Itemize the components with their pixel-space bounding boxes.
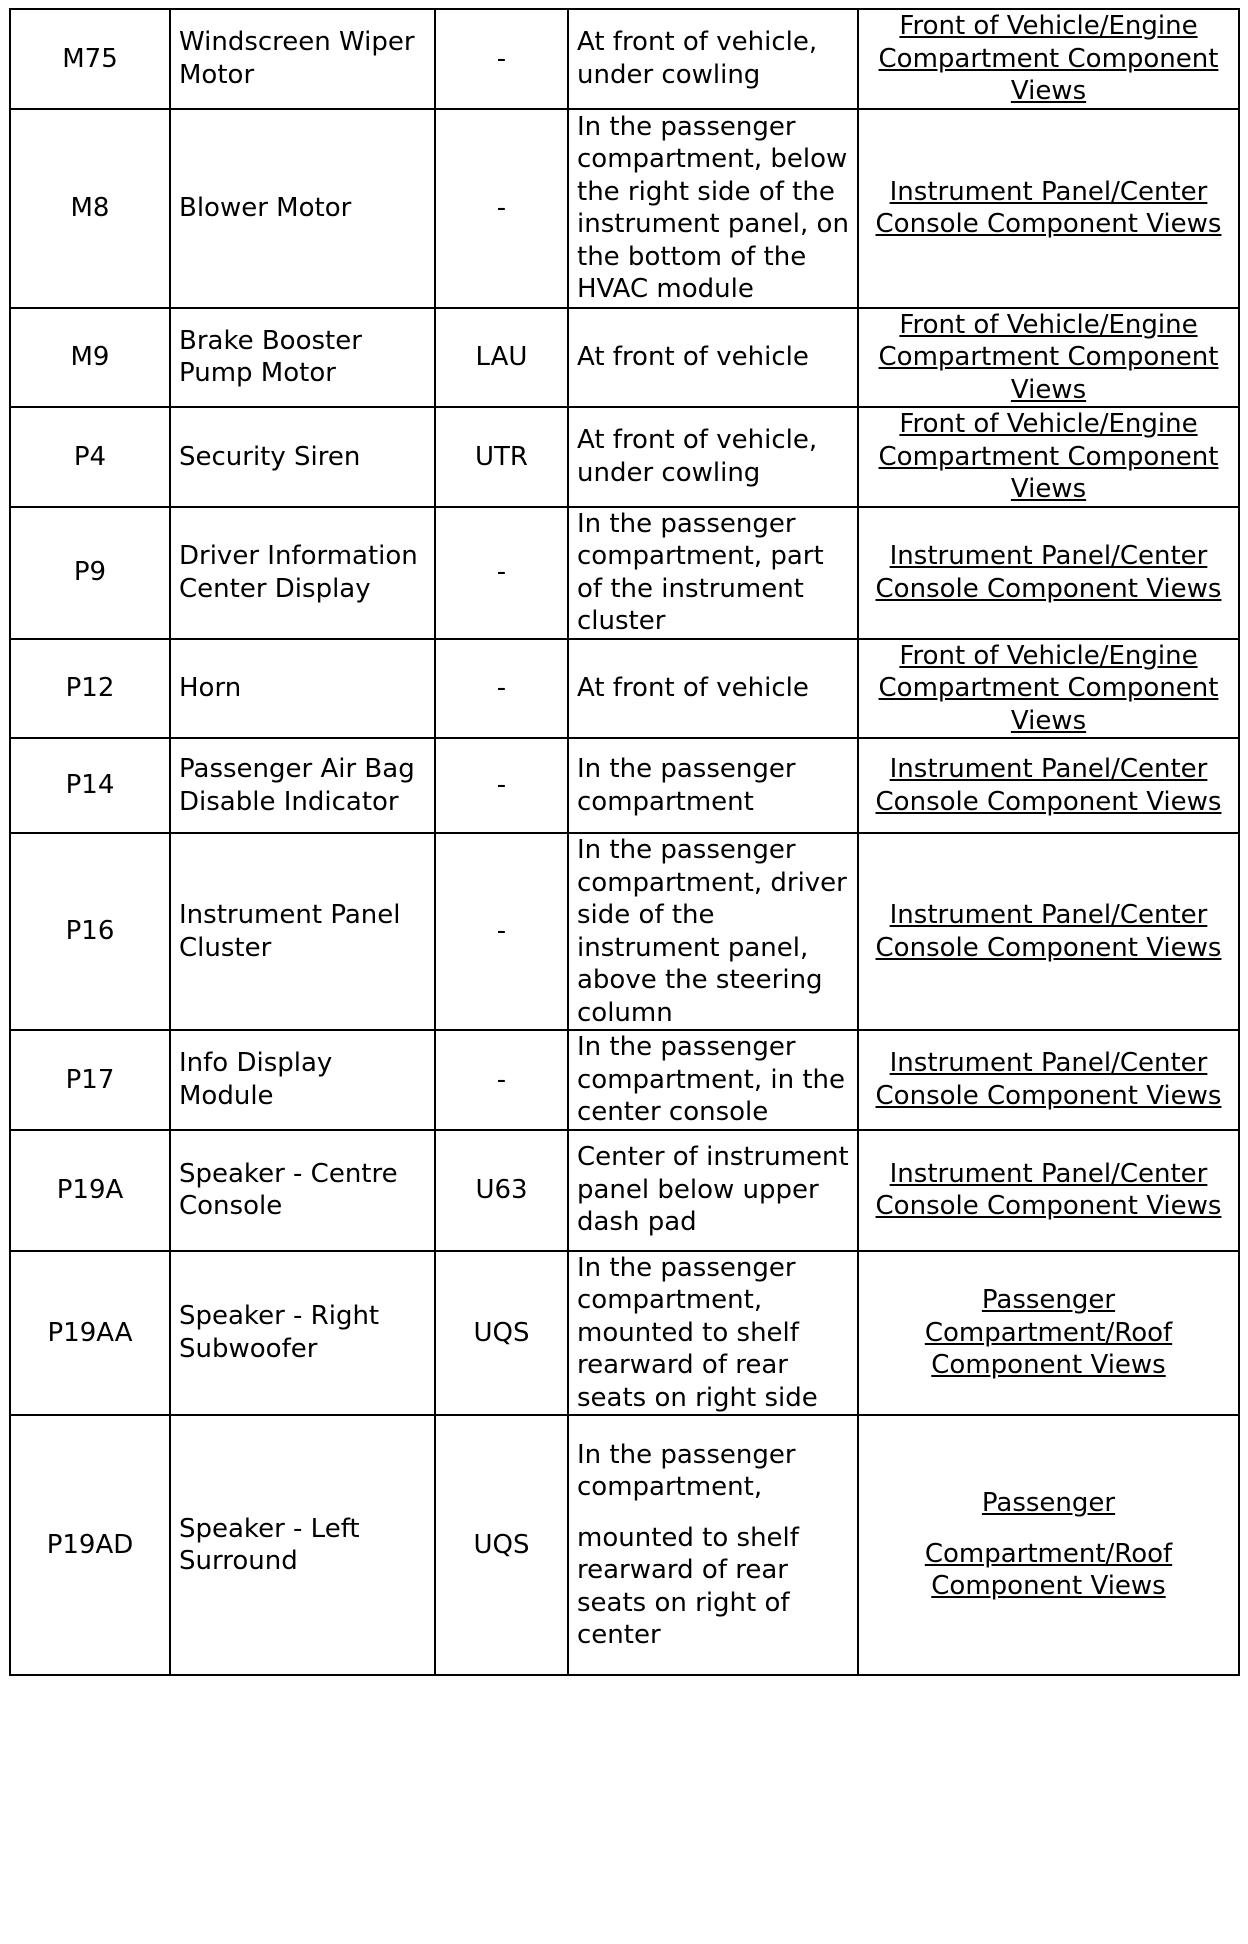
component-location-table bbox=[9, 8, 1240, 1676]
component-location: At front of vehicle, under cowling bbox=[568, 9, 858, 109]
component-location-line: In the passenger compartment, bbox=[577, 1439, 796, 1502]
component-location: In the passenger compartment, mounted to shelf rearward of rear seats on right side bbox=[568, 1251, 858, 1416]
component-id: M8 bbox=[10, 109, 170, 308]
component-location: In the passenger compartment, driver side of the instrument panel, above the steering column bbox=[568, 833, 858, 1030]
component-name: Info Display Module bbox=[170, 1030, 435, 1130]
component-id: P19AD bbox=[10, 1415, 170, 1675]
component-view-link[interactable]: Front of Vehicle/Engine Compartment Component Views bbox=[878, 409, 1219, 504]
table-row bbox=[10, 308, 1239, 408]
component-view-link[interactable]: Passenger Compartment/Roof Component Views bbox=[924, 1285, 1173, 1380]
component-id: P14 bbox=[10, 738, 170, 833]
component-name: Instrument Panel Cluster bbox=[170, 833, 435, 1030]
option-code: - bbox=[435, 1030, 568, 1130]
component-view-cell bbox=[858, 308, 1239, 408]
component-id: P17 bbox=[10, 1030, 170, 1130]
table-row bbox=[10, 1030, 1239, 1130]
component-id: P16 bbox=[10, 833, 170, 1030]
component-name: Speaker - Right Subwoofer bbox=[170, 1251, 435, 1416]
component-id: P9 bbox=[10, 507, 170, 639]
component-id: P4 bbox=[10, 407, 170, 507]
component-view-link[interactable]: Instrument Panel/Center Console Component Views bbox=[875, 176, 1222, 239]
component-name: Blower Motor bbox=[170, 109, 435, 308]
option-code: LAU bbox=[435, 308, 568, 408]
table-row bbox=[10, 9, 1239, 109]
component-name: Horn bbox=[170, 639, 435, 739]
component-name: Windscreen Wiper Motor bbox=[170, 9, 435, 109]
option-code: UTR bbox=[435, 407, 568, 507]
table-row bbox=[10, 738, 1239, 833]
component-view-cell bbox=[858, 1030, 1239, 1130]
component-location-line: mounted to shelf rearward of rear seats on right of center bbox=[577, 1522, 799, 1650]
option-code: - bbox=[435, 833, 568, 1030]
component-name: Brake Booster Pump Motor bbox=[170, 308, 435, 408]
table-row bbox=[10, 507, 1239, 639]
component-view-cell bbox=[858, 1415, 1239, 1675]
component-view-link[interactable]: Front of Vehicle/Engine Compartment Component Views bbox=[878, 309, 1219, 405]
component-view-link[interactable]: Instrument Panel/Center Console Component Views bbox=[875, 541, 1222, 604]
component-id: P19AA bbox=[10, 1251, 170, 1416]
component-view-cell bbox=[858, 9, 1239, 109]
component-view-cell bbox=[858, 407, 1239, 507]
component-view-cell bbox=[858, 738, 1239, 833]
component-view-cell bbox=[858, 833, 1239, 1030]
component-view-link[interactable]: Instrument Panel/Center Console Component Views bbox=[875, 900, 1222, 963]
table-row bbox=[10, 407, 1239, 507]
component-location: At front of vehicle bbox=[568, 308, 858, 408]
component-view-link[interactable]: Passenger bbox=[981, 1488, 1116, 1519]
component-view-cell bbox=[858, 1251, 1239, 1416]
component-location: In the passenger compartment bbox=[568, 738, 858, 833]
component-location: At front of vehicle, under cowling bbox=[568, 407, 858, 507]
option-code: - bbox=[435, 738, 568, 833]
component-id: M9 bbox=[10, 308, 170, 408]
component-view-cell bbox=[858, 109, 1239, 308]
component-view-cell bbox=[858, 507, 1239, 639]
table-row bbox=[10, 639, 1239, 739]
component-view-link[interactable]: Instrument Panel/Center Console Component Views bbox=[875, 754, 1222, 817]
table-row bbox=[10, 1130, 1239, 1251]
table-row bbox=[10, 833, 1239, 1030]
component-location bbox=[568, 1415, 858, 1675]
component-name: Security Siren bbox=[170, 407, 435, 507]
component-location: In the passenger compartment, part of the instrument cluster bbox=[568, 507, 858, 639]
table-row bbox=[10, 1415, 1239, 1675]
component-name: Speaker - Left Surround bbox=[170, 1415, 435, 1675]
component-view-link[interactable]: Compartment/Roof Component Views bbox=[924, 1538, 1173, 1602]
option-code: UQS bbox=[435, 1415, 568, 1675]
option-code: - bbox=[435, 639, 568, 739]
component-name: Driver Information Center Display bbox=[170, 507, 435, 639]
component-location: Center of instrument panel below upper dash pad bbox=[568, 1130, 858, 1251]
component-id: P19A bbox=[10, 1130, 170, 1251]
table-row bbox=[10, 1251, 1239, 1416]
option-code: - bbox=[435, 9, 568, 109]
component-name: Passenger Air Bag Disable Indicator bbox=[170, 738, 435, 833]
component-location: In the passenger compartment, below the right side of the instrument panel, on the bottom of the HVAC module bbox=[568, 109, 858, 308]
option-code: - bbox=[435, 507, 568, 639]
component-id: P12 bbox=[10, 639, 170, 739]
component-location: At front of vehicle bbox=[568, 639, 858, 739]
component-view-link[interactable]: Front of Vehicle/Engine Compartment Component Views bbox=[878, 640, 1219, 736]
component-view-link[interactable]: Instrument Panel/Center Console Component Views bbox=[875, 1158, 1222, 1221]
component-view-cell bbox=[858, 1130, 1239, 1251]
component-location: In the passenger compartment, in the center console bbox=[568, 1030, 858, 1130]
component-view-cell bbox=[858, 639, 1239, 739]
option-code: UQS bbox=[435, 1251, 568, 1416]
component-name: Speaker - Centre Console bbox=[170, 1130, 435, 1251]
component-view-link[interactable]: Front of Vehicle/Engine Compartment Component Views bbox=[878, 11, 1219, 106]
table-row bbox=[10, 109, 1239, 308]
component-id: M75 bbox=[10, 9, 170, 109]
option-code: - bbox=[435, 109, 568, 308]
component-view-link[interactable]: Instrument Panel/Center Console Component Views bbox=[875, 1048, 1222, 1111]
option-code: U63 bbox=[435, 1130, 568, 1251]
